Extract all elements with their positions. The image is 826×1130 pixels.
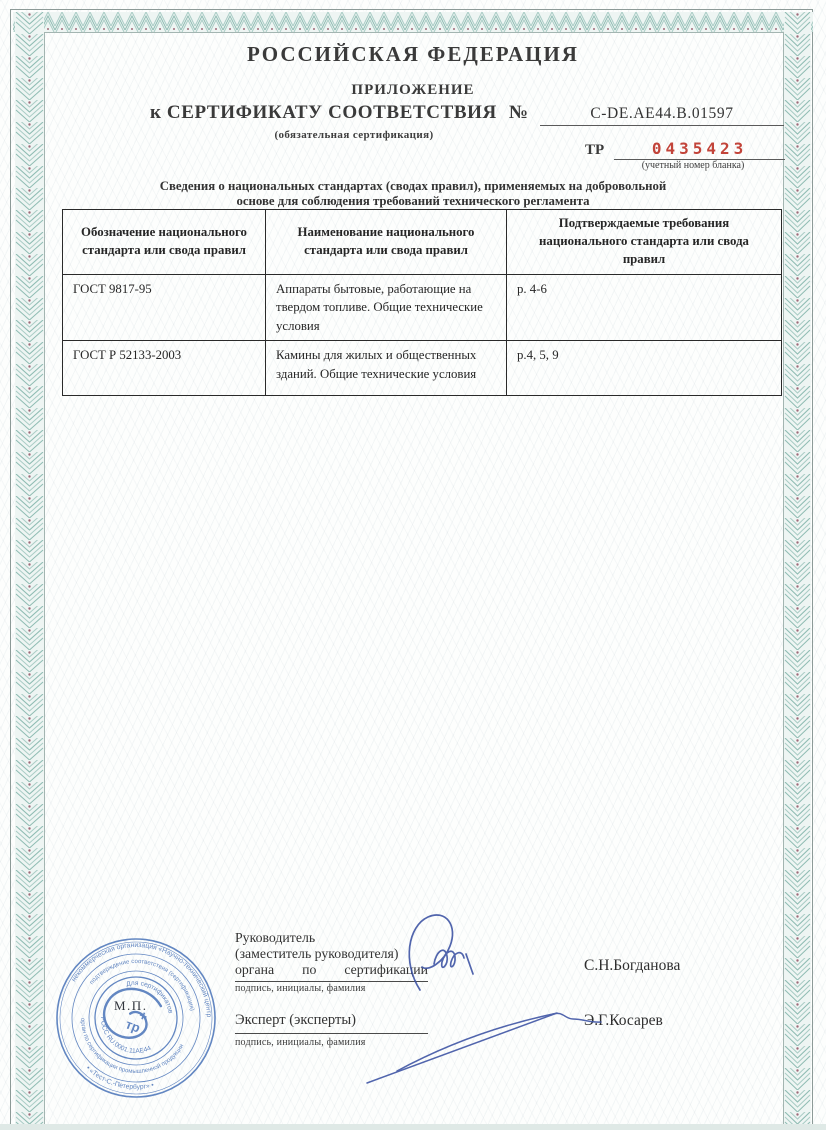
head-signature-ink — [398, 910, 518, 998]
certificate-number-line — [150, 102, 784, 126]
stamp-ring-middle-bottom-text: орган по сертификации промышленной продукции — [78, 1017, 186, 1076]
intro-paragraph — [0, 179, 826, 210]
blank-number-line — [585, 139, 785, 160]
intro-line-1: Сведения о национальных стандартах (сводах правил), применяемых на добровольной — [159, 179, 667, 193]
col-header-name: Наименование национального стандарта или свода правил — [266, 210, 507, 275]
table-header-row — [63, 210, 782, 275]
standards-table — [62, 209, 782, 396]
table-row — [63, 274, 782, 341]
cell-standard-requirements: р. 4-6 — [507, 274, 782, 341]
cell-standard-designation: ГОСТ 9817-95 — [63, 274, 266, 341]
appendix-title: ПРИЛОЖЕНИЕ — [351, 82, 475, 98]
number-sign: № — [508, 102, 528, 123]
cell-standard-requirements: р.4, 5, 9 — [507, 341, 782, 396]
stamp-ring-inner-bottom-text: РОСС RU.0001.11АЕ44 — [98, 1016, 153, 1056]
expert-role-label: Эксперт (эксперты) — [235, 1012, 428, 1034]
stamp-ring-middle-top-text: подтверждение соответствия (сертификация) — [88, 957, 196, 1012]
bottom-edge-strip — [0, 1124, 826, 1130]
stamp-ring-outer-top-text: некоммерческая организация «Научно-технический центр — [70, 941, 213, 1018]
stamp-ring-inner-top-text: Для сертификатов — [125, 979, 174, 1014]
blank-number-value: 0435423 — [614, 139, 785, 160]
stamp-place-label: М.П. — [114, 998, 148, 1013]
expert-name: Э.Г.Косарев — [584, 1012, 663, 1029]
cell-standard-name: Камины для жилых и общественных зданий. Общие технические условия — [266, 341, 507, 396]
table-row — [63, 341, 782, 396]
expert-signature-ink — [353, 997, 605, 1089]
stamp-ring-outer-bottom-text: • «Тест-С.-Петербург» • — [84, 1064, 155, 1092]
tr-label: ТР — [585, 142, 605, 158]
guilloche-border-top — [13, 12, 813, 32]
country-title: РОССИЙСКАЯ ФЕДЕРАЦИЯ — [247, 42, 579, 66]
head-role-line-3: органа по сертификации — [235, 962, 428, 978]
intro-line-2: основе для соблюдения требований технического регламента — [236, 194, 590, 209]
head-signature-caption: подпись, инициалы, фамилия — [235, 983, 366, 994]
col-header-designation: Обозначение национального стандарта или свода правил — [63, 210, 266, 275]
cell-standard-name: Аппараты бытовые, работающие на твердом топливе. Общие технические условия — [266, 274, 507, 341]
cell-standard-designation: ГОСТ Р 52133-2003 — [63, 341, 266, 396]
head-name: С.Н.Богданова — [584, 957, 681, 974]
blank-number-caption: (учетный номер бланка) — [641, 160, 745, 171]
certificate-number-value: C-DE.AE44.B.01597 — [540, 105, 784, 126]
expert-signature-caption: подпись, инициалы, фамилия — [235, 1037, 366, 1048]
certification-stamp — [45, 927, 228, 1110]
mandatory-certification-note: (обязательная сертификация) — [274, 129, 434, 141]
head-role-line-2: (заместитель руководителя) — [235, 946, 399, 962]
col-header-requirements: Подтверждаемые требования национального стандарта или свода правил — [507, 210, 782, 275]
to-certificate-label: к СЕРТИФИКАТУ СООТВЕТСТВИЯ — [150, 102, 497, 123]
head-role-line-1: Руководитель — [235, 930, 316, 945]
stamp-monogram-letters: тр — [123, 1016, 143, 1036]
